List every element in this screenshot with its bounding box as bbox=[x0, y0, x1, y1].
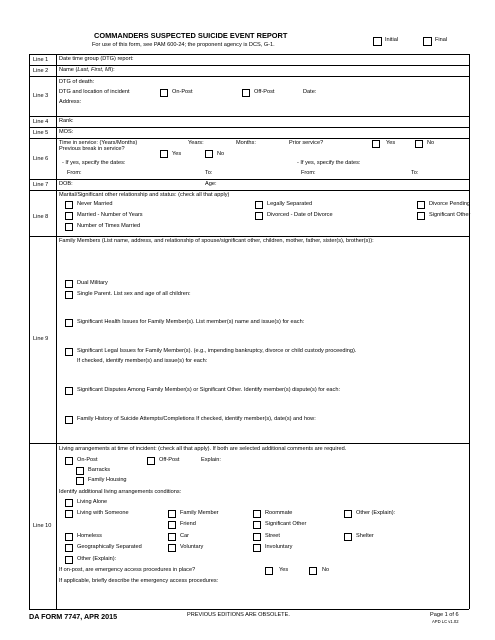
line-label: Line 7 bbox=[33, 182, 49, 188]
voluntary-label: Voluntary bbox=[180, 544, 204, 550]
divorced-label: Divorced - Date of Divorce bbox=[267, 212, 333, 218]
marital-heading: Marital/Significant other relationship and status: (check all that apply) bbox=[59, 192, 230, 198]
previous-break-label: Previous break in service? bbox=[59, 146, 125, 152]
never-married-checkbox[interactable] bbox=[65, 201, 73, 209]
address-label: Address: bbox=[59, 99, 82, 105]
divider bbox=[29, 179, 469, 180]
geo-separated-label: Geographically Separated bbox=[77, 544, 142, 550]
years-label: Years: bbox=[188, 140, 204, 146]
living-on-post-checkbox[interactable] bbox=[65, 457, 73, 465]
dob-label: DOB: bbox=[59, 181, 73, 187]
final-label: Final bbox=[435, 37, 448, 43]
date-label: Date: bbox=[303, 89, 317, 95]
friend-checkbox[interactable] bbox=[168, 521, 176, 529]
to-label: To: bbox=[205, 170, 213, 176]
months-label: Months: bbox=[236, 140, 256, 146]
emergency-yes-checkbox[interactable] bbox=[265, 567, 273, 575]
living-heading: Living arrangements at time of incident: (check all that apply). If both are selected additional comments are required. bbox=[59, 446, 347, 452]
other-explain-label: Other (Explain): bbox=[356, 510, 396, 516]
divider bbox=[56, 54, 57, 609]
divorced-checkbox[interactable] bbox=[255, 212, 263, 220]
age-label: Age: bbox=[205, 181, 217, 187]
break-yes-label: Yes bbox=[172, 151, 182, 157]
other-explain-checkbox[interactable] bbox=[344, 510, 352, 518]
family-member-label: Family Member bbox=[180, 510, 219, 516]
shelter-label: Shelter bbox=[356, 533, 374, 539]
to-label: To: bbox=[411, 170, 419, 176]
street-label: Street bbox=[265, 533, 280, 539]
divider bbox=[29, 138, 469, 139]
living-with-someone-label: Living with Someone bbox=[77, 510, 129, 516]
line-label: Line 4 bbox=[33, 119, 49, 125]
divider bbox=[29, 190, 469, 191]
living-alone-label: Living Alone bbox=[77, 499, 108, 505]
line-label: Line 2 bbox=[33, 68, 49, 74]
living-off-post-label: Off-Post bbox=[159, 457, 180, 463]
initial-label: Initial bbox=[385, 37, 399, 43]
times-married-label: Number of Times Married bbox=[77, 223, 141, 229]
form-id: DA FORM 7747, APR 2015 bbox=[29, 612, 118, 621]
suicide-history-label: Family History of Suicide Attempts/Completions If checked, identify member(s), date(s) and how: bbox=[77, 416, 316, 422]
voluntary-checkbox[interactable] bbox=[168, 544, 176, 552]
dtg-death-label: DTG of death: bbox=[59, 79, 95, 85]
suicide-history-checkbox[interactable] bbox=[65, 416, 73, 424]
disputes-checkbox[interactable] bbox=[65, 387, 73, 395]
emergency-no-label: No bbox=[322, 567, 330, 573]
family-housing-label: Family Housing bbox=[88, 477, 127, 483]
health-issues-checkbox[interactable] bbox=[65, 319, 73, 327]
divider bbox=[29, 127, 469, 128]
off-post-checkbox[interactable] bbox=[242, 89, 250, 97]
barracks-checkbox[interactable] bbox=[76, 467, 84, 475]
emergency-question: If on-post, are emergency access procedures in place? bbox=[59, 567, 196, 573]
break-yes-checkbox[interactable] bbox=[160, 150, 168, 158]
divorce-pending-label: Divorce Pending bbox=[429, 201, 471, 207]
significant-other-label: Significant Other bbox=[429, 212, 471, 218]
dtg-report-label: Date time group (DTG) report: bbox=[59, 56, 134, 62]
divider bbox=[29, 65, 469, 66]
living-on-post-label: On-Post bbox=[77, 457, 98, 463]
other-explain2-checkbox[interactable] bbox=[65, 556, 73, 564]
mos-label: MOS: bbox=[59, 129, 74, 135]
living-off-post-checkbox[interactable] bbox=[147, 457, 155, 465]
family-housing-checkbox[interactable] bbox=[76, 477, 84, 485]
emergency-yes-label: Yes bbox=[279, 567, 289, 573]
name-label: Name (Last, First, MI): bbox=[59, 67, 115, 73]
legal-issues-checkbox[interactable] bbox=[65, 348, 73, 356]
on-post-label: On-Post bbox=[172, 89, 193, 95]
prior-service-no-checkbox[interactable] bbox=[415, 140, 423, 148]
final-checkbox[interactable] bbox=[423, 37, 432, 46]
family-member-checkbox[interactable] bbox=[168, 510, 176, 518]
divider bbox=[29, 443, 469, 444]
line-label: Line 1 bbox=[33, 57, 49, 63]
disputes-label: Significant Disputes Among Family Member(s) or Significant Other. Identify member(s) dispute(s) for each: bbox=[77, 387, 341, 393]
initial-checkbox[interactable] bbox=[373, 37, 382, 46]
homeless-checkbox[interactable] bbox=[65, 533, 73, 541]
page-number: Page 1 of 6 bbox=[430, 612, 459, 618]
legal-issues-label: If checked, identify member(s) and issue(s) for each: bbox=[77, 358, 208, 364]
previous-editions-note: PREVIOUS EDITIONS ARE OBSOLETE. bbox=[187, 612, 290, 618]
car-label: Car bbox=[180, 533, 190, 539]
living-alone-checkbox[interactable] bbox=[65, 499, 73, 507]
form-title: COMMANDERS SUSPECTED SUICIDE EVENT REPORT bbox=[94, 31, 288, 40]
geo-separated-checkbox[interactable] bbox=[65, 544, 73, 552]
roommate-checkbox[interactable] bbox=[253, 510, 261, 518]
shelter-checkbox[interactable] bbox=[344, 533, 352, 541]
prior-service-yes-checkbox[interactable] bbox=[372, 140, 380, 148]
significant-other-label: Significant Other bbox=[265, 521, 307, 527]
emergency-no-checkbox[interactable] bbox=[309, 567, 317, 575]
roommate-label: Roommate bbox=[265, 510, 293, 516]
single-parent-label: Single Parent. List sex and age of all children: bbox=[77, 291, 191, 297]
if-yes-dates-label: - If yes, specify the dates: bbox=[62, 160, 126, 166]
off-post-label: Off-Post bbox=[254, 89, 275, 95]
break-no-label: No bbox=[217, 151, 225, 157]
car-checkbox[interactable] bbox=[168, 533, 176, 541]
legally-separated-checkbox[interactable] bbox=[255, 201, 263, 209]
legally-separated-label: Legally Separated bbox=[267, 201, 313, 207]
divider bbox=[469, 54, 470, 609]
married-checkbox[interactable] bbox=[65, 212, 73, 220]
line-label: Line 10 bbox=[33, 523, 52, 529]
significant-other-checkbox[interactable] bbox=[253, 521, 261, 529]
apd-version: APD LC v1.02 bbox=[432, 619, 459, 624]
other-explain2-label: Other (Explain): bbox=[77, 556, 117, 562]
friend-label: Friend bbox=[180, 521, 196, 527]
times-married-checkbox[interactable] bbox=[65, 223, 73, 231]
divider bbox=[29, 54, 469, 55]
dual-military-label: Dual Military bbox=[77, 280, 108, 286]
living-with-someone-checkbox[interactable] bbox=[65, 510, 73, 518]
line-label: Line 6 bbox=[33, 156, 49, 162]
dual-military-checkbox[interactable] bbox=[65, 280, 73, 288]
significant-other-checkbox[interactable] bbox=[417, 212, 425, 220]
married-label: Married - Number of Years bbox=[77, 212, 143, 218]
family-members-heading: Family Members (List name, address, and relationship of spouse/significant other, children, mother, father, sister(s), brother(s)): bbox=[59, 238, 374, 244]
never-married-label: Never Married bbox=[77, 201, 113, 207]
health-issues-label: Significant Health Issues for Family Member(s). List member(s) name and issue(s) for each: bbox=[77, 319, 305, 325]
barracks-label: Barracks bbox=[88, 467, 111, 473]
divider bbox=[29, 116, 469, 117]
divider bbox=[29, 76, 469, 77]
line-label: Line 5 bbox=[33, 130, 49, 136]
prior-service-label: Prior service? bbox=[289, 140, 324, 146]
street-checkbox[interactable] bbox=[253, 533, 261, 541]
explain-label: Explain: bbox=[201, 457, 221, 463]
involuntary-checkbox[interactable] bbox=[253, 544, 261, 552]
involuntary-label: Involuntary bbox=[265, 544, 293, 550]
prior-service-yes-label: Yes bbox=[386, 140, 396, 146]
if-yes-dates-label: - If yes, specify the dates: bbox=[297, 160, 361, 166]
identify-label: Identify additional living arrangements conditions: bbox=[59, 489, 182, 495]
line-label: Line 9 bbox=[33, 336, 49, 342]
time-in-service-label: Time in service: (Years/Months) bbox=[59, 140, 138, 146]
homeless-label: Homeless bbox=[77, 533, 102, 539]
divider bbox=[29, 54, 30, 609]
line-label: Line 8 bbox=[33, 214, 49, 220]
on-post-checkbox[interactable] bbox=[160, 89, 168, 97]
single-parent-checkbox[interactable] bbox=[65, 291, 73, 299]
line-label: Line 3 bbox=[33, 93, 49, 99]
divorce-pending-checkbox[interactable] bbox=[417, 201, 425, 209]
dtg-location-label: DTG and location of incident bbox=[59, 89, 130, 95]
emergency-describe-label: If applicable, briefly describe the emergency access procedures: bbox=[59, 578, 219, 584]
from-label: From: bbox=[301, 170, 316, 176]
break-no-checkbox[interactable] bbox=[205, 150, 213, 158]
legal-issues-label: Significant Legal Issues for Family Member(s). (e.g., impending bankruptcy, divorce or child custody proceeding). bbox=[77, 348, 357, 354]
divider bbox=[29, 236, 469, 237]
divider bbox=[29, 609, 469, 610]
from-label: From: bbox=[67, 170, 82, 176]
form-subtitle: For use of this form, see PAM 600-24; the proponent agency is DCS, G-1. bbox=[92, 42, 275, 48]
prior-service-no-label: No bbox=[427, 140, 435, 146]
rank-label: Rank: bbox=[59, 118, 74, 124]
